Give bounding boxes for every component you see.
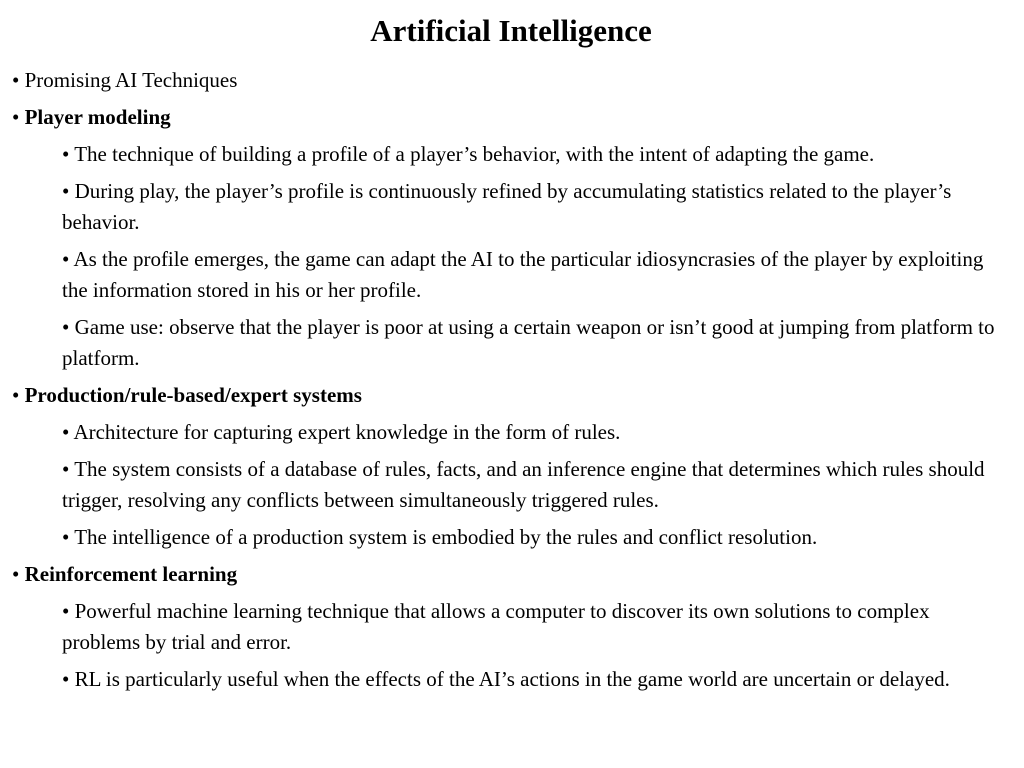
bullet-text: Promising AI Techniques (24, 68, 238, 92)
slide-title: Artificial Intelligence (370, 13, 652, 48)
bullet-icon: • (12, 562, 20, 586)
bullet-icon: • (62, 315, 70, 339)
bullet-item (12, 102, 1010, 132)
bullet-list (12, 65, 1010, 695)
sub-bullet-text: The system consists of a database of rules, facts, and an inference engine that determines which rules should trigger, resolving any conflicts between simultaneously triggered rules. (62, 457, 985, 512)
sub-bullet-item (62, 664, 1010, 695)
bullet-icon: • (62, 525, 70, 549)
sub-bullet-text: The intelligence of a production system is embodied by the rules and conflict resolution. (74, 525, 818, 549)
sub-bullet-item (62, 522, 1010, 553)
sub-bullet-item (62, 312, 1010, 374)
sub-bullet-text: As the profile emerges, the game can adapt the AI to the particular idiosyncrasies of the player by exploiting the information stored in his or her profile. (62, 247, 984, 302)
bullet-icon: • (12, 383, 20, 407)
sub-bullet-text: Powerful machine learning technique that allows a computer to discover its own solutions to complex problems by trial and error. (62, 599, 930, 654)
bullet-heading: Production/rule-based/expert systems (24, 383, 362, 407)
bullet-item (12, 559, 1010, 589)
sub-bullet-text: RL is particularly useful when the effects of the AI’s actions in the game world are uncertain or delayed. (74, 667, 950, 691)
bullet-heading: Player modeling (24, 105, 171, 129)
bullet-icon: • (62, 247, 70, 271)
sub-bullet-item (62, 596, 1010, 658)
bullet-icon: • (62, 142, 70, 166)
bullet-icon: • (62, 599, 70, 623)
sub-bullet-item (62, 176, 1010, 238)
sub-bullet-text: During play, the player’s profile is continuously refined by accumulating statistics related to the player’s behavior. (62, 179, 952, 234)
sub-bullet-item (62, 417, 1010, 448)
bullet-icon: • (62, 457, 70, 481)
sub-bullet-text: Game use: observe that the player is poor at using a certain weapon or isn’t good at jumping from platform to platform. (62, 315, 995, 370)
sub-bullet-text: Architecture for capturing expert knowledge in the form of rules. (73, 420, 621, 444)
sub-bullet-item (62, 244, 1010, 306)
bullet-icon: • (62, 420, 70, 444)
sub-bullet-text: The technique of building a profile of a player’s behavior, with the intent of adapting the game. (74, 142, 875, 166)
bullet-icon: • (12, 105, 20, 129)
bullet-icon: • (62, 667, 70, 691)
sub-bullet-item (62, 454, 1010, 516)
bullet-icon: • (62, 179, 70, 203)
bullet-heading: Reinforcement learning (24, 562, 238, 586)
bullet-item (12, 65, 1010, 95)
bullet-icon: • (12, 68, 20, 92)
sub-bullet-item (62, 139, 1010, 170)
bullet-item (12, 380, 1010, 410)
